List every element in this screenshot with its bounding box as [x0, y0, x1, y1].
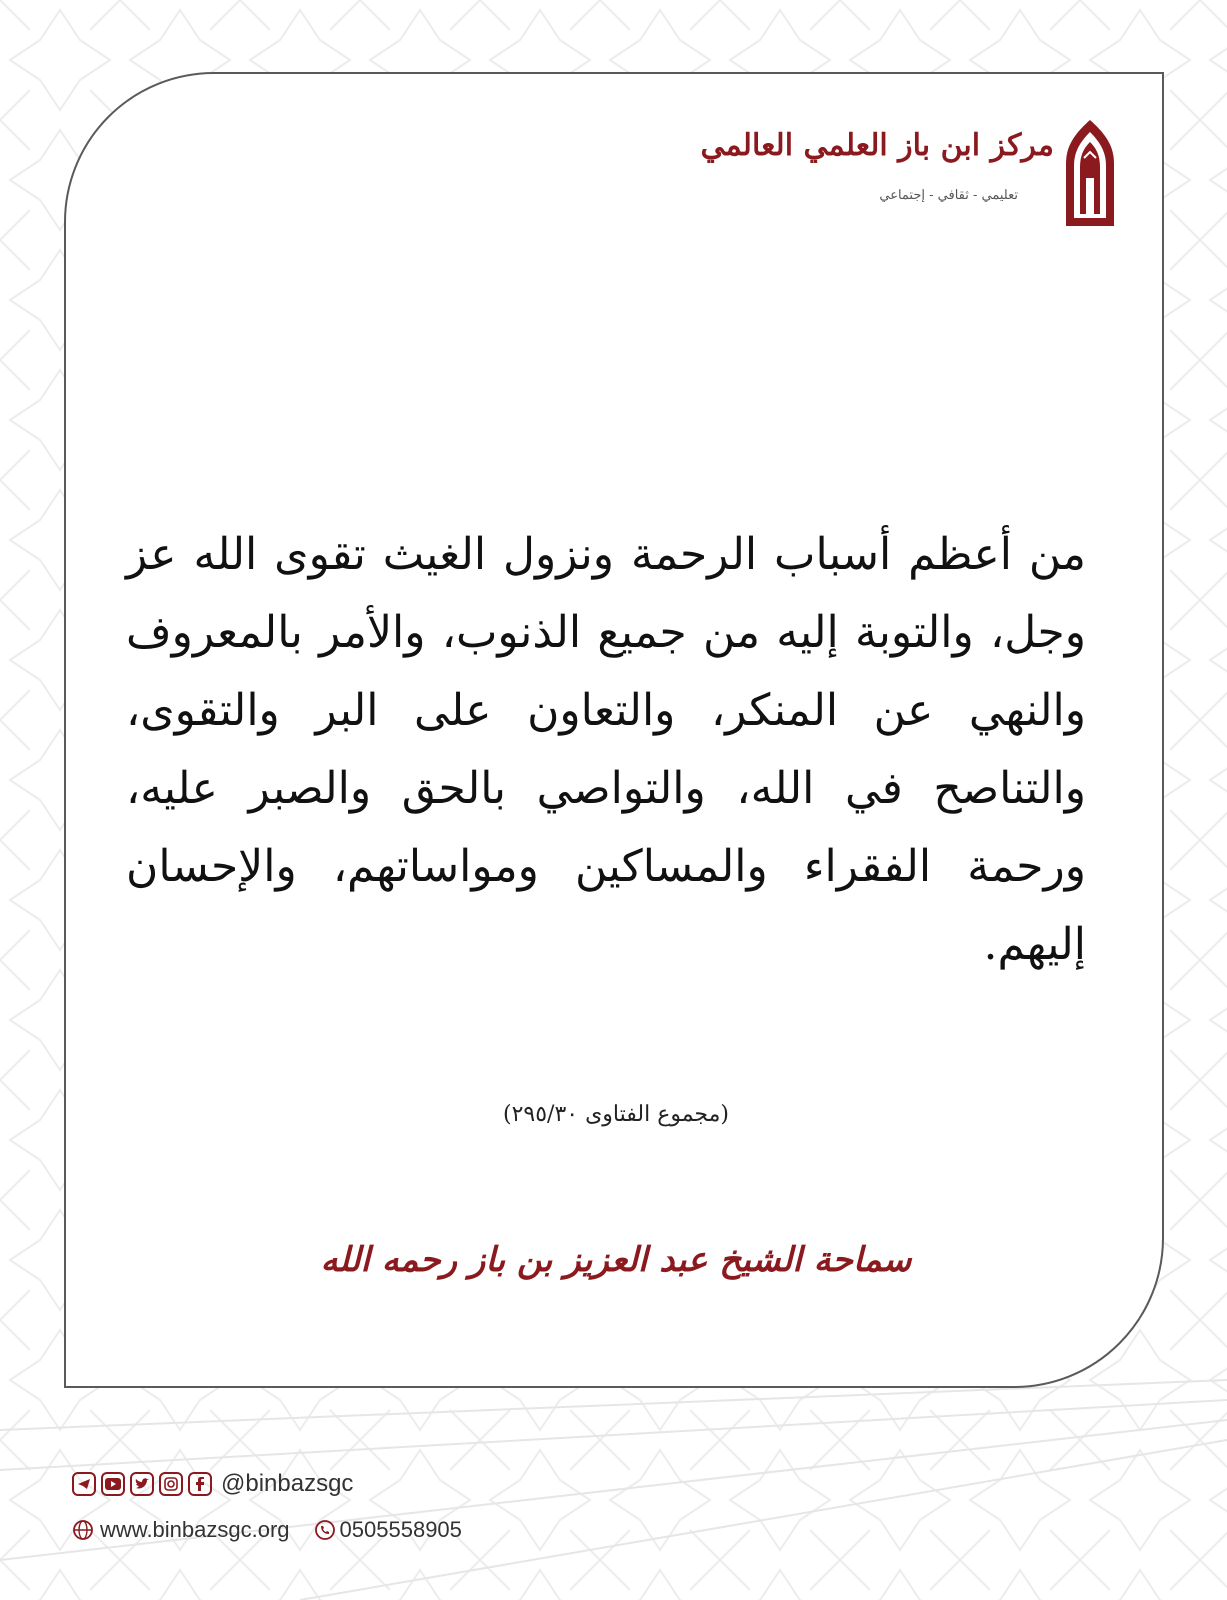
logo-title: مركز ابن باز العلمي العالمي: [700, 128, 1054, 163]
quote-text: من أعظم أسباب الرحمة ونزول الغيث تقوى الله عز وجل، والتوبة إليه من جميع الذنوب، والأمر بالمعروف والنهي عن المنكر، والتعاون على البر والتقوى، والتناصح في الله، والتواصي بالحق والصبر عليه، ورحمة الفقراء والمساكين ومواساتهم، والإحسان إليهم.: [126, 529, 1086, 970]
contact-row: [72, 1514, 672, 1546]
globe-icon: [72, 1519, 94, 1541]
mosque-emblem-icon: [1062, 118, 1118, 228]
social-links: [72, 1468, 672, 1500]
website-link[interactable]: www.binbazsgc.org: [100, 1517, 290, 1542]
phone-contact[interactable]: [314, 1517, 462, 1543]
center-logo: [700, 118, 1118, 228]
telegram-icon[interactable]: [72, 1472, 96, 1496]
twitter-icon[interactable]: [130, 1472, 154, 1496]
whatsapp-icon: [314, 1519, 336, 1541]
source-citation: (مجموع الفتاوى ٢٩٥/٣٠): [503, 1102, 729, 1127]
instagram-icon[interactable]: [159, 1472, 183, 1496]
content-card: [64, 72, 1164, 1388]
author-signature: سماحة الشيخ عبد العزيز بن باز رحمه الله: [320, 1240, 912, 1280]
youtube-icon[interactable]: [101, 1472, 125, 1496]
facebook-icon[interactable]: [188, 1472, 212, 1496]
social-handle[interactable]: @binbazsgc: [221, 1470, 354, 1497]
footer: [72, 1468, 672, 1546]
phone-number: 0505558905: [339, 1517, 462, 1542]
logo-subtitle: تعليمي - ثقافي - إجتماعي: [879, 188, 1018, 203]
